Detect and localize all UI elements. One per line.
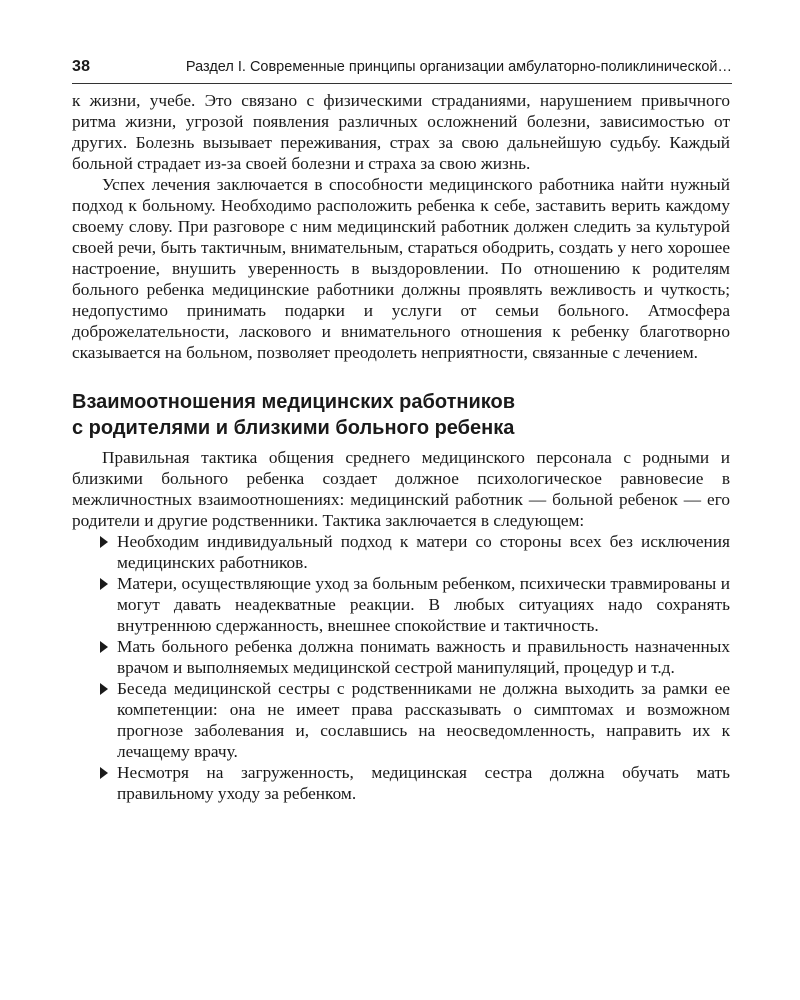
paragraph-treatment-success: Успех лечения заключается в способности медицинского работника найти нужный подход к больному. Необходимо расположить ребенка к себе, заставить верить каждому своему слову. При разговоре с ним медицинский работник должен следить за культурой своей речи, быть тактичным, внимательным, стараться ободрить, создать у него хорошее настроение, внушить уверенность в выздоровлении. По отношению к родителям больного ребенка медицинские работники должны проявлять вежливость и чуткость; недопустимо принимать подарки и услуги от семьи больного. Атмосфера доброжелательности, ласкового и внимательного отношения к ребенку благотворно сказывается на больном, позволяет преодолеть неприятности, связанные с лечением. (72, 175, 730, 362)
list-item (72, 636, 730, 678)
list-item-text: Беседа медицинской сестры с родственниками не должна выходить за рамки ее компетенции: она не имеет права рассказывать о симптомах и возможном прогнозе заболевания и, сославшись на неосведомленность, направить их к лечащему врачу. (117, 679, 730, 761)
list-item-text: Мать больного ребенка должна понимать важность и правильность назначенных врачом и выполняемых медицинской сестрой манипуляций, процедур и т.д. (117, 637, 730, 677)
section-heading (72, 389, 730, 441)
page-header (72, 58, 732, 80)
tactics-list (72, 531, 730, 804)
list-item (72, 678, 730, 762)
section-heading-line-1: Взаимоотношения медицинских работников (72, 391, 516, 413)
triangle-bullet-icon (100, 767, 108, 779)
paragraph-continuation: к жизни, учебе. Это связано с физическими страданиями, нарушением привычного ритма жизни, угрозой появления различных осложнений болезни, зависимостью от других. Болезнь вызывает переживания, страх за свою дальнейшую судьбу. Каждый больной страдает из-за своей болезни и страха за свою жизнь. (72, 91, 730, 173)
triangle-bullet-icon (100, 536, 108, 548)
section-heading-line-2: с родителями и близкими больного ребенка (72, 417, 515, 439)
running-title: Раздел I. Современные принципы организации амбулаторно-поликлинической… (185, 59, 732, 75)
triangle-bullet-icon (100, 641, 108, 653)
triangle-bullet-icon (100, 683, 108, 695)
page-number: 38 (72, 58, 91, 75)
list-item (72, 762, 730, 804)
paragraph-intro: Правильная тактика общения среднего медицинского персонала с родными и близкими больного ребенка создает должное психологическое равновесие в межличностных взаимоотношениях: медицинский работник — больной ребенок — его родители и другие родственники. Тактика заключается в следующем: (72, 448, 730, 530)
triangle-bullet-icon (100, 578, 108, 590)
page-body (72, 90, 730, 804)
header-divider (72, 83, 732, 84)
list-item-text: Необходим индивидуальный подход к матери со стороны всех без исключения медицинских работников. (117, 532, 730, 572)
list-item-text: Несмотря на загруженность, медицинская сестра должна обучать мать правильному уходу за ребенком. (117, 763, 730, 803)
list-item (72, 573, 730, 636)
list-item-text: Матери, осуществляющие уход за больным ребенком, психически травмированы и могут давать неадекватные реакции. В любых ситуациях надо сохранять внутреннюю сдержанность, внешнее спокойствие и тактичность. (117, 574, 730, 635)
list-item (72, 531, 730, 573)
